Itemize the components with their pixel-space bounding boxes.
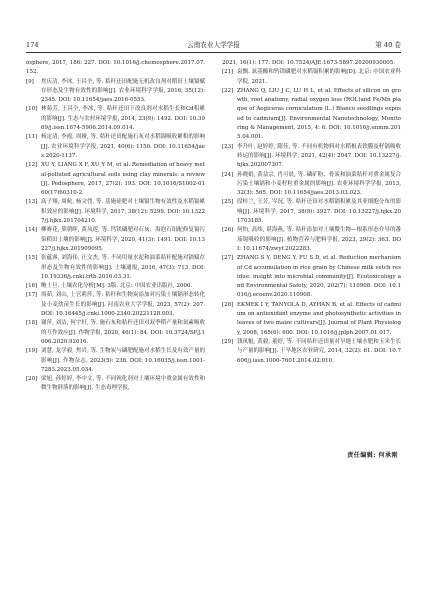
- reference-item: [26, 78, 205, 106]
- reference-number: [21]: [222, 69, 234, 76]
- reference-text: 鲍士旦. 土壤农化分析[M]. 3版. 北京: 中国农业出版社, 2000.: [41, 283, 193, 290]
- reference-item: [222, 338, 401, 366]
- reference-number: [10]: [26, 106, 38, 113]
- reference-text: ZHANG S Y, DENG Y, FU S D, et al. Reduction mechanism of Cd accumulation in rice grain by Chinese milk vetch residue: insight into microbial community[J]. Ecotoxicology and Environmental Safety, 2020, 202(7): 110908. DOI: 10.1016/j.ecoenv.2020.110908.: [237, 255, 401, 299]
- reference-number: [25]: [222, 199, 234, 206]
- reference-number: [22]: [222, 87, 234, 94]
- reference-number: [14]: [26, 227, 38, 234]
- reference-number: [24]: [222, 171, 234, 178]
- reference-item: [26, 105, 205, 133]
- reference-text: 段桂兰, 王芳, 岑况, 等. 秸秆还田对水稻镉积累及其亚细胞分布的影响[J]. 环境科学, 2017, 38(9): 3927. DOI: 10.13227/j.hjkx.201703185.: [237, 199, 401, 225]
- reference-number: [29]: [222, 338, 234, 345]
- reference-number: [27]: [222, 255, 234, 262]
- reference-text: 高子翔, 周航, 杨文弢, 等. 基施硅肥对土壤镉生物有效性及水稻镉累积效应的影响[J]. 环境科学, 2017, 38(12): 5299. DOI: 10.13227/j.hjkx.201704210.: [41, 199, 205, 225]
- reference-column-right: [222, 59, 401, 366]
- reference-number: [19]: [26, 348, 38, 355]
- reference-text: EKMEK I Y, TANYOLA D, AYHAN B, et al. Effects of cadmium on antioxidant enzyme and photosynthetic activities in leaves of two maize cultivars[J]. Journal of Plant Physiology, 2008, 165(6): 600. DOI: 10.1016/j.jplph.2007.01.017.: [237, 301, 401, 336]
- reference-item: [26, 133, 205, 161]
- reference-number: [18]: [26, 320, 38, 327]
- reference-number: [11]: [26, 134, 38, 141]
- reference-item: [222, 171, 401, 199]
- reference-text: 袁飘. 氮基酸和钙镁磷肥对水稻镉积累的影响[D]. 北京: 中国农业科学院, 2021.: [237, 69, 401, 85]
- reference-item: [222, 198, 401, 226]
- reference-number: [20]: [26, 376, 38, 383]
- reference-text: 杨定清, 李霞, 周娅, 等. 秸秆还田配施石灰对水稻镉吸收累积的影响[J]. 农业环境科学学报, 2021, 40(6): 1150. DOI: 10.11654/jaes.2020-1137.: [41, 134, 205, 159]
- reference-item: [26, 347, 205, 375]
- reference-item: [222, 143, 401, 171]
- reference-item: [26, 226, 205, 254]
- reference-item: [222, 68, 401, 87]
- reference-continuation: osphere, 2017, 186: 227. DOI: 10.1016/j.chemosphere.2017.07.152.: [26, 60, 205, 76]
- reference-item: [222, 301, 401, 338]
- reference-item: [26, 319, 205, 347]
- reference-text: 何怡, 高炜, 谌海燕, 等. 秸秆添加对土壤微生物—根系形态介导的番茄镉吸收的影响[J]. 植物营养与肥料学报, 2023, 29(2): 363. DOI: 10.11674/zwyf.2022283.: [237, 227, 401, 252]
- reference-continuation: 2021, 16(1): 177. DOI: 10.7524/AJE.1673-5897.20200930005.: [222, 60, 395, 66]
- reference-item: [26, 254, 205, 282]
- reference-item: [26, 161, 205, 198]
- reference-text: 钱凤魁, 黄毅, 董婷, 等. 不同秸秆还田量对旱地土壤水肥和玉米生长与产量的影响[J]. 干旱地区农业研究, 2014, 32(2): 61. DOI: 10.7606/j.issn.1000-7601.2014.02.010.: [237, 338, 401, 364]
- reference-text: 柳赛花, 熊朝晖, 黄凤莲, 等. 钙镁磷肥对石灰、海泡石组配修复镉污染稻田土壤的影响[J]. 环境科学, 2020, 41(3): 1491. DOI: 10.13227/j.hjkx.201909095.: [41, 227, 205, 252]
- reference-number: [16]: [26, 283, 38, 290]
- reference-item: [26, 375, 205, 394]
- reference-item: [26, 291, 205, 319]
- reference-number: [17]: [26, 292, 38, 299]
- reference-text: 李升叶, 赵婷婷, 隋佳, 等. 不同有机物料对水稻根表铁膜及籽镉吸收转运的影响[J]. 环境科学, 2021, 42(4): 2047. DOI: 10.13227/j.hjkx.202007307.: [237, 143, 401, 169]
- reference-text: 孙晓娟, 黄益宗, 肖可晨, 等. 磷矿粉、骨炭和油菜秸秆对重金属复合污染土壤镉和小麦籽粒重金属的影响[J]. 农业环境科学学报, 2013, 32(3): 565. DOI: 10.11654/jaes.2013.03.023.: [237, 171, 401, 197]
- reference-text: 焦庆清, 李冰, 王昌全, 等. 秸秆还田配施无机改良剂对稻田土壤镉赋存形态及生物有效性的影响[J]. 农业环境科学学报, 2016, 35(12): 2345. DOI: 10.11654/jaes.2016-0553.: [41, 78, 205, 104]
- reference-item: [26, 198, 205, 226]
- reference-number: [26]: [222, 227, 234, 234]
- reference-text: 谢萍, 刘洁, 何宇轩, 等. 施石灰和秸秆还田对双季稻产量和氮素吸收的互作效应[J]. 作物学报, 2020, 46(1): 84. DOI: 10.3724/SP.J.1006.2020.92016.: [41, 320, 205, 345]
- reference-item: [222, 254, 401, 300]
- reference-list-left: [26, 78, 205, 394]
- journal-title: 云南农业大学学报: [187, 41, 240, 49]
- responsible-editor: 责任编辑: 何承刚: [347, 452, 398, 459]
- reference-text: 梁旭, 孙婷婷, 李中文, 等. 不同钝化剂对土壤环境中重金属有效性和微生物群落的影响[J]. 生态毒理学报,: [41, 376, 205, 392]
- volume-label: 第 40 卷: [375, 41, 401, 49]
- reference-list-right: [222, 68, 401, 366]
- reference-text: XU Y, LIANG X F, XU Y M, et al. Remediation of heavy metal-polluted agricultural soils using clay minerals: a review[J]. Pedosphere, 2017, 27(2): 193. DOI: 10.1016/S1002-0160(17)60310-2.: [41, 162, 205, 197]
- reference-item: [26, 282, 205, 291]
- reference-number: [15]: [26, 255, 38, 262]
- reference-text: 刘慧, 龙学毅, 焦岩, 等. 生物炭与磷肥配施对水稻生长及有效产量的影响[J]. 作物杂志, 2023(5): 238. DOI: 10.16035/j.issn.1001-7283.2023.05.034.: [41, 348, 205, 373]
- reference-number: [28]: [222, 301, 234, 308]
- reference-text: 林菊芳, 王昌全, 李冰, 等. 秸秆还田下改良剂对水稻生长和Cd积累的影响[J]. 生态与农村环境学报, 2014, 23(9): 1492. DOI: 10.3969/j.issn.1674-5906.2014.09.014.: [41, 106, 205, 132]
- reference-text: 张蕴睿, 刘海伟, 汪文杰, 等. 不同用量水泥和油菜秸秆配施对镉赋存形态及生物有效性的影响[J]. 土壤通报, 2016, 47(3): 713. DOI: 10.19336/j.cnki.trtb.2016.03.31.: [41, 255, 205, 280]
- reference-number: [13]: [26, 199, 38, 206]
- reference-column-left: [26, 59, 205, 394]
- page-header: [26, 39, 401, 51]
- header-rule: [26, 52, 401, 53]
- reference-number: [9]: [26, 78, 34, 85]
- reference-number: [12]: [26, 162, 38, 169]
- reference-text: ZHANG Q, LIU J C, LU H L, et al. Effects of silicon on growth, root anatomy, radial oxygen loss (ROL)and Fe/Mn plaque of Aegiceras corniculatum (L.) Blanco seedlings exposed to cadmium[J]. Environmental Nanotechnology, Monitoring & Management, 2015, 4: 6. DOI: 10.1016/j.enmm.2015.04.001.: [237, 87, 401, 141]
- reference-text: 周茹, 刘山, 上官莉莎, 等. 秸秆和生物炭添加对污染土壤镉形态转化及小麦幼苗生长的影响[J]. 河南农业大学学报, 2023, 57(2): 207. DOI: 10.16445/j.cnki.1000-2340.20221128.003.: [41, 292, 205, 318]
- reference-item: [222, 87, 401, 143]
- reference-item: [222, 226, 401, 254]
- page-number: 174: [26, 41, 39, 49]
- reference-number: [23]: [222, 143, 234, 150]
